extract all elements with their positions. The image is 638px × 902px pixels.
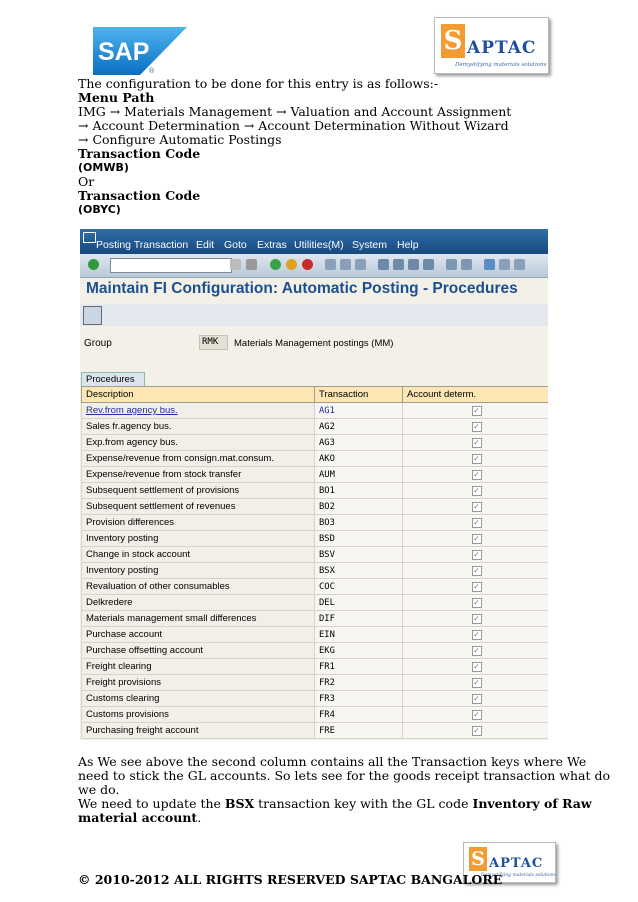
bsx-key: BSX [224,796,255,811]
procedure-description[interactable]: Inventory posting [82,531,315,547]
previous-page-icon[interactable] [393,259,404,270]
account-determ-checkbox[interactable]: ✓ [473,550,480,559]
intro-text: The configuration to be done for this entry is as follows:- [78,76,439,91]
account-determ-cell [403,691,549,707]
transaction-key[interactable]: AG3 [315,435,403,451]
account-determ-checkbox[interactable]: ✓ [473,614,480,623]
menu-system[interactable]: System [352,239,388,251]
enter-icon[interactable] [88,259,99,270]
account-determ-cell [403,531,549,547]
group-label: Group [84,338,112,349]
procedure-description[interactable]: Customs clearing [82,691,315,707]
transaction-code-omwb: (OMWB) [78,161,129,174]
menu-path-line: → Configure Automatic Postings [78,132,282,147]
exit-icon[interactable] [286,259,297,270]
account-determ-cell [403,467,549,483]
transaction-key[interactable]: BO1 [315,483,403,499]
account-determ-cell [403,595,549,611]
table-row[interactable] [82,595,549,611]
settings-icon[interactable] [514,259,525,270]
table-row[interactable] [82,563,549,579]
procedure-description[interactable]: Subsequent settlement of revenues [82,499,315,515]
transaction-code-heading: Transaction Code [78,188,201,203]
table-row[interactable] [82,627,549,643]
account-determ-cell [403,515,549,531]
account-determ-cell [403,499,549,515]
table-row[interactable] [82,691,549,707]
column-header-account-determ[interactable]: Account determ. [403,387,549,403]
account-determ-cell [403,579,549,595]
account-determ-cell [403,675,549,691]
procedures-table [81,386,548,739]
transaction-key[interactable]: EIN [315,627,403,643]
account-determ-checkbox[interactable]: ✓ [473,470,480,479]
procedure-description[interactable]: Revaluation of other consumables [82,579,315,595]
transaction-key[interactable]: FRE [315,723,403,739]
procedures-tab[interactable]: Procedures [81,372,145,387]
table-row[interactable] [82,515,549,531]
menu-path-heading: Menu Path [78,90,155,105]
procedure-description[interactable]: Expense/revenue from stock transfer [82,467,315,483]
account-determ-checkbox[interactable]: ✓ [473,518,480,527]
account-determ-cell [403,707,549,723]
command-field[interactable] [110,258,232,273]
table-row[interactable] [82,531,549,547]
account-determ-checkbox[interactable]: ✓ [473,502,480,511]
transaction-key[interactable]: FR3 [315,691,403,707]
procedure-description[interactable]: Rev.from agency bus. [82,403,315,419]
shortcut-icon[interactable] [461,259,472,270]
transaction-key[interactable]: BO3 [315,515,403,531]
account-determ-checkbox[interactable]: ✓ [473,694,480,703]
transaction-key[interactable]: BO2 [315,499,403,515]
account-determ-checkbox[interactable]: ✓ [473,454,480,463]
transaction-key[interactable]: COC [315,579,403,595]
account-determ-cell [403,435,549,451]
transaction-key[interactable]: AG1 [315,403,403,419]
print-icon[interactable] [325,259,336,270]
cancel-icon[interactable] [302,259,313,270]
procedure-description[interactable]: Sales fr.agency bus. [82,419,315,435]
sap-menu-bar [80,229,548,254]
copyright-footer: © 2010-2012 ALL RIGHTS RESERVED SAPTAC BANGALORE [78,872,503,887]
back-icon[interactable] [270,259,281,270]
procedure-description[interactable]: Purchasing freight account [82,723,315,739]
transaction-key[interactable]: FR1 [315,659,403,675]
account-determ-cell [403,723,549,739]
layout-icon[interactable] [499,259,510,270]
procedure-description[interactable]: Change in stock account [82,547,315,563]
table-row[interactable] [82,723,549,739]
procedure-description[interactable]: Freight clearing [82,659,315,675]
account-determ-cell [403,547,549,563]
account-determ-checkbox[interactable]: ✓ [473,710,480,719]
explanation-block [78,754,610,825]
column-header-description[interactable]: Description [82,387,315,403]
transaction-key[interactable]: BSX [315,563,403,579]
column-header-transaction[interactable]: Transaction [315,387,403,403]
procedure-description[interactable]: Inventory posting [82,563,315,579]
procedure-description[interactable]: Freight provisions [82,675,315,691]
transaction-key[interactable]: FR2 [315,675,403,691]
menu-extras[interactable]: Extras [257,239,287,251]
table-row[interactable] [82,707,549,723]
or-text: Or [78,174,95,189]
next-page-icon[interactable] [408,259,419,270]
svg-text:®: ® [149,68,155,75]
group-description: Materials Management postings (MM) [234,338,394,349]
table-row[interactable] [82,483,549,499]
procedure-description[interactable]: Exp.from agency bus. [82,435,315,451]
menu-path-line: → Account Determination → Account Determination Without Wizard [78,118,509,133]
table-row[interactable] [82,643,549,659]
transaction-key[interactable]: AKO [315,451,403,467]
table-row[interactable] [82,467,549,483]
account-determ-checkbox[interactable]: ✓ [473,598,480,607]
account-determ-checkbox[interactable]: ✓ [473,662,480,671]
sap-window [80,229,548,740]
menu-edit[interactable]: Edit [196,239,215,251]
last-page-icon[interactable] [423,259,434,270]
explanation-line: As We see above the second column contains all the Transaction keys where We [78,754,587,769]
account-determ-cell [403,419,549,435]
table-row[interactable] [82,659,549,675]
sap-toolbar [80,254,548,278]
save-icon[interactable] [246,259,257,270]
transaction-code-heading: Transaction Code [78,146,201,161]
table-row[interactable] [82,675,549,691]
account-determ-checkbox[interactable]: ✓ [473,630,480,639]
account-determ-cell [403,659,549,675]
account-determ-cell [403,643,549,659]
procedure-description[interactable]: Purchase account [82,627,315,643]
group-field[interactable]: RMK [199,335,228,350]
find-next-icon[interactable] [355,259,366,270]
new-session-icon[interactable] [446,259,457,270]
menu-goto[interactable]: Goto [224,239,247,251]
account-determ-cell [403,451,549,467]
account-determ-cell [403,611,549,627]
menu-logo-icon[interactable] [83,232,96,243]
procedure-description[interactable]: Delkredere [82,595,315,611]
svg-text:SAP: SAP [98,38,150,66]
instruction-line: material account. [78,810,202,825]
menu-posting-transaction[interactable]: Posting Transaction [96,239,189,251]
saptac-logo-top: S APTAC Demystifying materials solutions [434,17,549,74]
procedure-description[interactable]: Purchase offsetting account [82,643,315,659]
transaction-key[interactable]: AG2 [315,419,403,435]
account-determ-checkbox[interactable]: ✓ [473,406,480,415]
procedure-description[interactable]: Provision differences [82,515,315,531]
table-row[interactable] [82,579,549,595]
account-determ-checkbox[interactable]: ✓ [473,566,480,575]
transaction-key[interactable]: EKG [315,643,403,659]
account-determ-checkbox[interactable]: ✓ [473,582,480,591]
saptac-logo-bottom: S APTAC Demystifying materials solutions [463,842,556,883]
transaction-key[interactable]: DIF [315,611,403,627]
help-icon[interactable] [484,259,495,270]
transaction-key[interactable]: FR4 [315,707,403,723]
account-determ-checkbox[interactable]: ✓ [473,438,480,447]
account-determ-cell [403,403,549,419]
transaction-key[interactable]: BSD [315,531,403,547]
table-row[interactable] [82,419,549,435]
application-toolbar [80,304,548,326]
sap-logo [93,27,187,75]
account-determ-cell [403,483,549,499]
menu-utilities[interactable]: Utilities(M) [294,239,344,251]
account-determ-checkbox[interactable]: ✓ [473,422,480,431]
instruction-line: We need to update the BSX transaction key with the GL code Inventory of Raw [78,796,592,811]
account-determ-checkbox[interactable]: ✓ [473,678,480,687]
transaction-key[interactable]: DEL [315,595,403,611]
account-determ-cell [403,627,549,643]
gl-account-name: Inventory of Raw [472,796,592,811]
transaction-key[interactable]: BSV [315,547,403,563]
table-row[interactable] [82,547,549,563]
table-row[interactable] [82,403,549,419]
account-determ-checkbox[interactable]: ✓ [473,726,480,735]
first-page-icon[interactable] [378,259,389,270]
find-icon[interactable] [340,259,351,270]
page-title: Maintain FI Configuration: Automatic Posting - Procedures [86,280,518,297]
transaction-key[interactable]: AUM [315,467,403,483]
account-determ-checkbox[interactable]: ✓ [473,646,480,655]
account-determ-cell [403,563,549,579]
group-button-icon[interactable] [83,306,102,325]
account-determ-checkbox[interactable]: ✓ [473,534,480,543]
procedure-description[interactable]: Customs provisions [82,707,315,723]
explanation-line: we do. [78,782,120,797]
procedure-description[interactable]: Subsequent settlement of provisions [82,483,315,499]
table-row[interactable] [82,451,549,467]
procedure-description[interactable]: Materials management small differences [82,611,315,627]
command-dropdown-icon[interactable] [230,259,241,270]
table-row[interactable] [82,611,549,627]
menu-path-line: IMG → Materials Management → Valuation and Account Assignment [78,104,512,119]
transaction-code-obyc: (OBYC) [78,203,121,216]
account-determ-checkbox[interactable]: ✓ [473,486,480,495]
menu-help[interactable]: Help [397,239,419,251]
procedure-description[interactable]: Expense/revenue from consign.mat.consum. [82,451,315,467]
explanation-line: need to stick the GL accounts. So lets see for the goods receipt transaction what do [78,768,610,783]
table-row[interactable] [82,435,549,451]
intro-block [78,77,568,217]
table-row[interactable] [82,499,549,515]
